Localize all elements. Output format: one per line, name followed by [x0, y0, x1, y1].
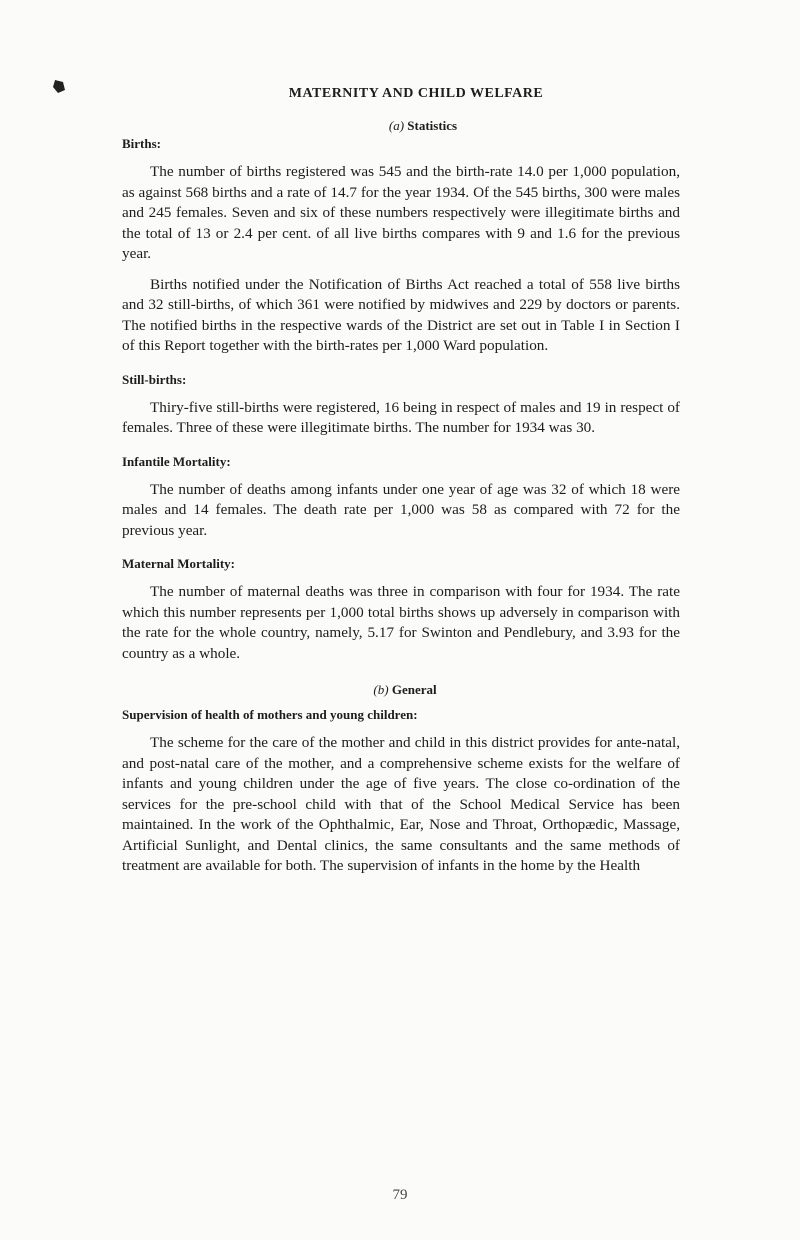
- maternal-mortality-paragraph: The number of maternal deaths was three in comparison with four for 1934. The rate which this number represents per 1,000 total births shows up adversely in comparison with the rate for the whole country, namely, 5.17 for Swinton and Pendlebury, and 3.93 for the country as a whole.: [122, 583, 680, 662]
- page-number: 79: [392, 1187, 408, 1203]
- maternal-mortality-heading: Maternal Mortality:: [122, 556, 235, 571]
- infantile-mortality-heading: Infantile Mortality:: [122, 453, 231, 469]
- section-a-title: Statistics: [407, 118, 458, 133]
- page-title: MATERNITY AND CHILD WELFARE: [288, 86, 544, 101]
- births-heading: Births:: [122, 136, 161, 151]
- section-b-title: General: [391, 682, 437, 697]
- births-paragraph-1: The number of births registered was 545 and the birth-rate 14.0 per 1,000 population, as against 568 births and a rate of 14.7 for the year 1934. Of the 545 births, 300 were males and 245 females. Seven and six of these numbers respectively were illegitimate births and the total of 13 or 2.4 per cent. of all live births compares with 9 and 1.6 for the previous year.: [122, 163, 680, 262]
- still-births-heading: Still-births:: [122, 371, 187, 387]
- supervision-paragraph: The scheme for the care of the mother and child in this district provides for ante-natal, and post-natal care of the mother, and a comprehensive scheme exists for the welfare of infants and young children under the age of five years. The close co-ordination of the services for the pre-school child with that of the School Medical Service has been maintained. In the work of the Ophthalmic, Ear, Nose and Throat, Orthopædic, Massage, Artificial Sunlight, and Dental clinics, the same consultants and the same methods of treatment are available for both. The supervision of infants in the home by the Health: [122, 734, 680, 874]
- infantile-mortality-paragraph: The number of deaths among infants under one year of age was 32 of which 18 were males and 14 females. The death rate per 1,000 was 58 as compared with 72 for the previous year.: [122, 480, 680, 539]
- punch-hole-mark: [52, 78, 66, 94]
- section-a-heading: [166, 118, 680, 134]
- section-b-heading: [130, 682, 680, 698]
- section-a-label: (a): [388, 118, 405, 133]
- document-page: [122, 86, 680, 877]
- section-b-label: (b): [373, 682, 389, 697]
- still-births-paragraph: Thiry-five still-births were registered, 16 being in respect of males and 19 in respect of females. Three of these were illegitimate births. The number for 1934 was 30.: [122, 398, 680, 436]
- supervision-heading: Supervision of health of mothers and young children:: [122, 707, 418, 722]
- births-paragraph-2: Births notified under the Notification of Births Act reached a total of 558 live births and 32 still-births, of which 361 were notified by midwives and 229 by doctors or parents. The notified births in the respective wards of the District are set out in Table I in Section I of this Report together with the birth-rates per 1,000 Ward population.: [122, 275, 680, 354]
